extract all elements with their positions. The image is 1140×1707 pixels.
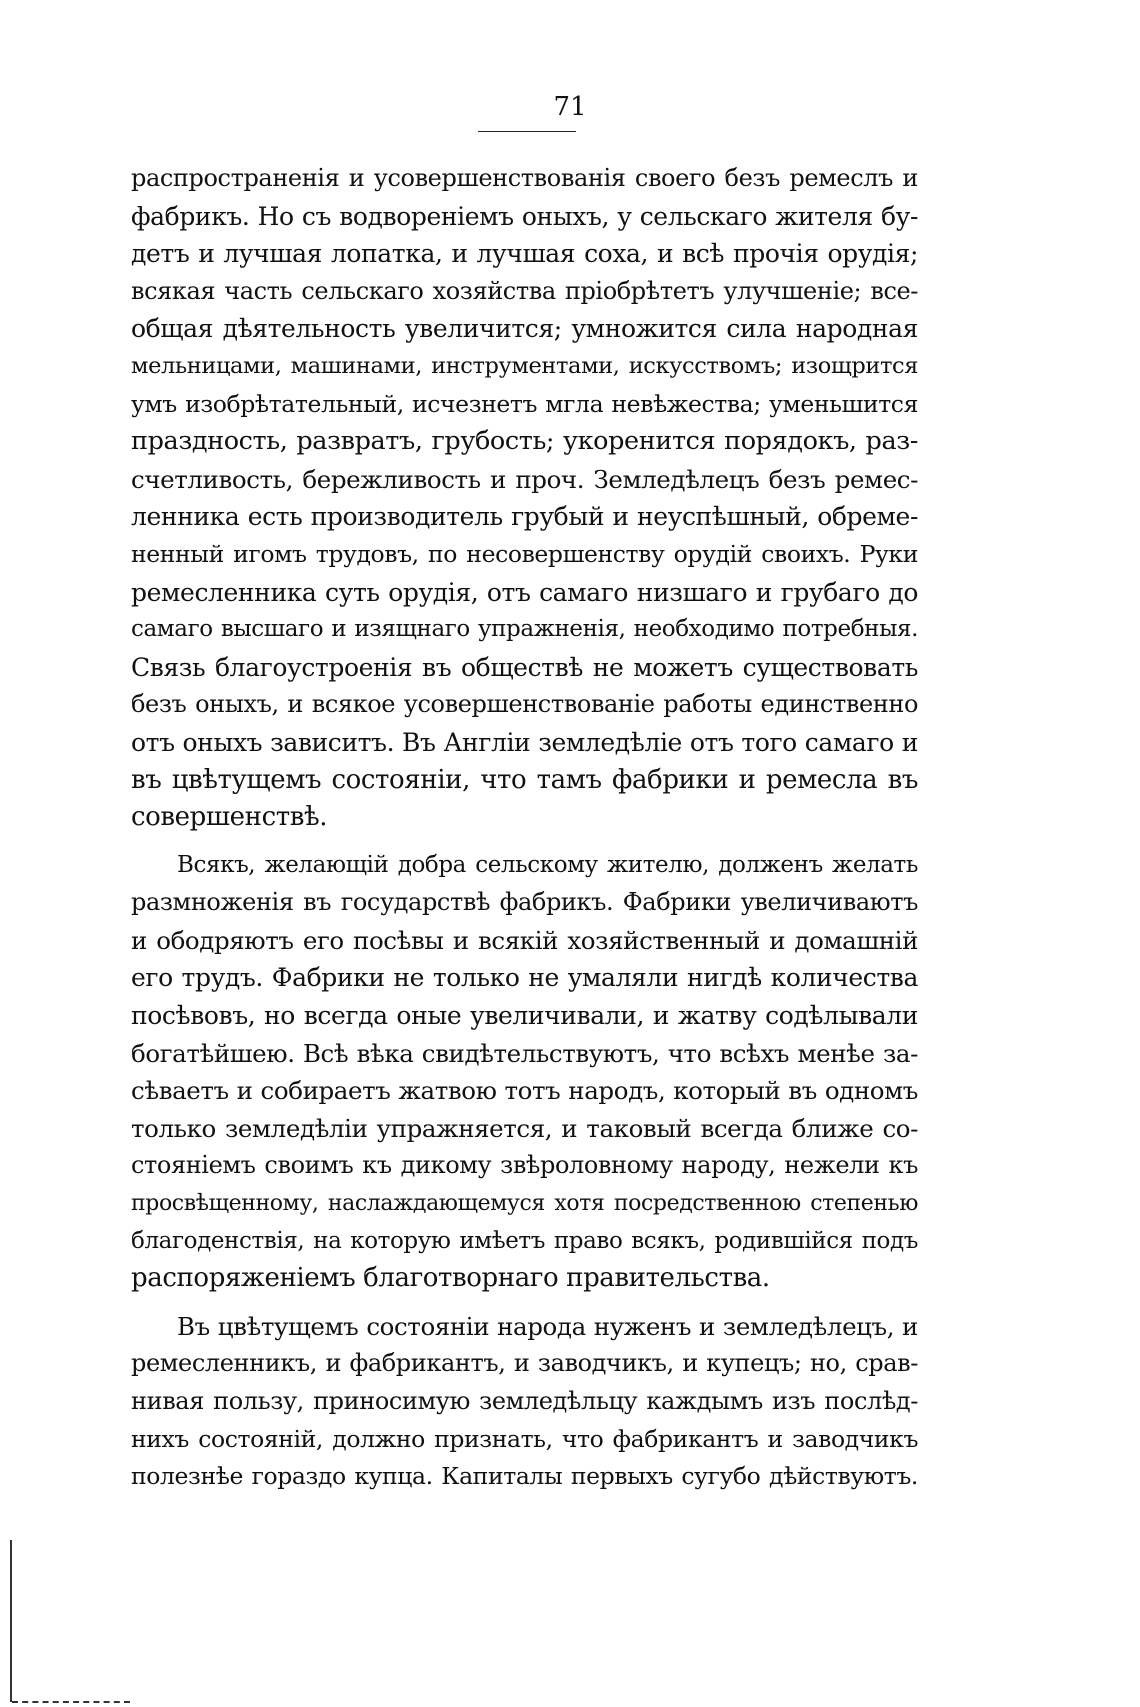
page-number: 71 — [553, 92, 587, 122]
text-line: ненный игомъ трудовъ, по несовершенству орудій своихъ. Руки — [131, 539, 918, 568]
text-line: его трудъ. Фабрики не только не умаляли нигдѣ количества — [131, 963, 918, 993]
margin-rule — [12, 1701, 130, 1703]
text-line: ленника есть производитель грубый и неуспѣшный, обреме- — [131, 502, 918, 532]
text-line: богатѣйшею. Всѣ вѣка свидѣтельствуютъ, что всѣхъ менѣе за- — [131, 1038, 918, 1068]
text-line: умъ изобрѣтательный, исчезнетъ мгла невѣжества; уменьшится — [131, 389, 918, 418]
page-number-rule — [478, 131, 576, 132]
text-line: просвѣщенному, наслаждающемуся хотя посредственною степенью — [131, 1191, 918, 1217]
text-line: и ободряютъ его посѣвы и всякій хозяйственный и домашній — [131, 925, 918, 955]
text-line: детъ и лучшая лопатка, и лучшая соха, и всѣ прочія орудія; — [131, 239, 918, 269]
text-line: счетливость, бережливость и проч. Земледѣлецъ безъ ремес- — [131, 464, 918, 494]
paragraph-gap — [131, 1298, 918, 1308]
text-line: посѣвовъ, но всегда оные увеличивали, и жатву содѣлывали — [131, 1001, 918, 1031]
text-line: распоряженіемъ благотворнаго правительства. — [131, 1263, 770, 1294]
paragraph — [131, 847, 918, 1298]
text-line: въ цвѣтущемъ состояніи, что тамъ фабрики и ремесла въ — [131, 764, 918, 795]
text-line: ремесленникъ, и фабрикантъ, и заводчикъ, и купецъ; но, срав- — [131, 1349, 918, 1378]
text-line: самаго высшаго и изящнаго упражненія, необходимо потребныя. — [131, 616, 918, 643]
text-line: Связь благоустроенія въ обществѣ не можетъ существовать — [131, 652, 918, 682]
text-line: праздность, развратъ, грубость; укоренится порядокъ, раз- — [131, 426, 918, 457]
text-line: Всякъ, желающій добра сельскому жителю, долженъ желать — [177, 851, 918, 878]
text-line: ремесленника суть орудія, отъ самаго низшаго и грубаго до — [131, 577, 918, 607]
text-line: безъ оныхъ, и всякое усовершенствованіе работы единственно — [131, 690, 918, 719]
text-line: совершенствѣ. — [131, 802, 328, 833]
text-line: размноженія въ государствѣ фабрикъ. Фабрики увеличиваютъ — [131, 888, 918, 917]
text-line: полезнѣе гораздо купца. Капиталы первыхъ сугубо дѣйствуютъ. — [131, 1462, 918, 1491]
text-line: распространенія и усовершенствованія своего безъ ремеслъ и — [131, 164, 918, 192]
text-line: нихъ состояній, должно признать, что фабрикантъ и заводчикъ — [131, 1424, 918, 1453]
text-line: общая дѣятельность увеличится; умножится сила народная — [131, 314, 918, 344]
text-line: фабрикъ. Но съ водвореніемъ оныхъ, у сельскаго жителя бу- — [131, 201, 918, 231]
paragraph-gap — [131, 837, 918, 847]
paragraph — [131, 1308, 918, 1496]
text-line: сѣваетъ и собираетъ жатвою тотъ народъ, который въ одномъ — [131, 1076, 918, 1106]
margin-bracket — [10, 1540, 12, 1702]
text-line: Въ цвѣтущемъ состояніи народа нуженъ и земледѣлецъ, и — [177, 1311, 918, 1341]
paragraph — [131, 160, 918, 837]
text-line: всякая часть сельскаго хозяйства пріобрѣтетъ улучшеніе; все- — [131, 276, 918, 305]
text-line: мельницами, машинами, инструментами, искусствомъ; изощрится — [131, 352, 918, 379]
text-line: только земледѣліи упражняется, и таковый всегда ближе со- — [131, 1113, 918, 1143]
text-line: отъ оныхъ зависитъ. Въ Англіи земледѣліе отъ того самаго и — [131, 727, 918, 757]
text-line: стояніемъ своимъ къ дикому звѣроловному народу, нежели къ — [131, 1151, 918, 1180]
text-line: нивая пользу, приносимую земледѣльцу каждымъ изъ послѣд- — [131, 1387, 918, 1415]
body-text — [131, 160, 918, 1496]
text-line: благоденствія, на которую имѣетъ право всякъ, родившійся подъ — [131, 1227, 918, 1254]
